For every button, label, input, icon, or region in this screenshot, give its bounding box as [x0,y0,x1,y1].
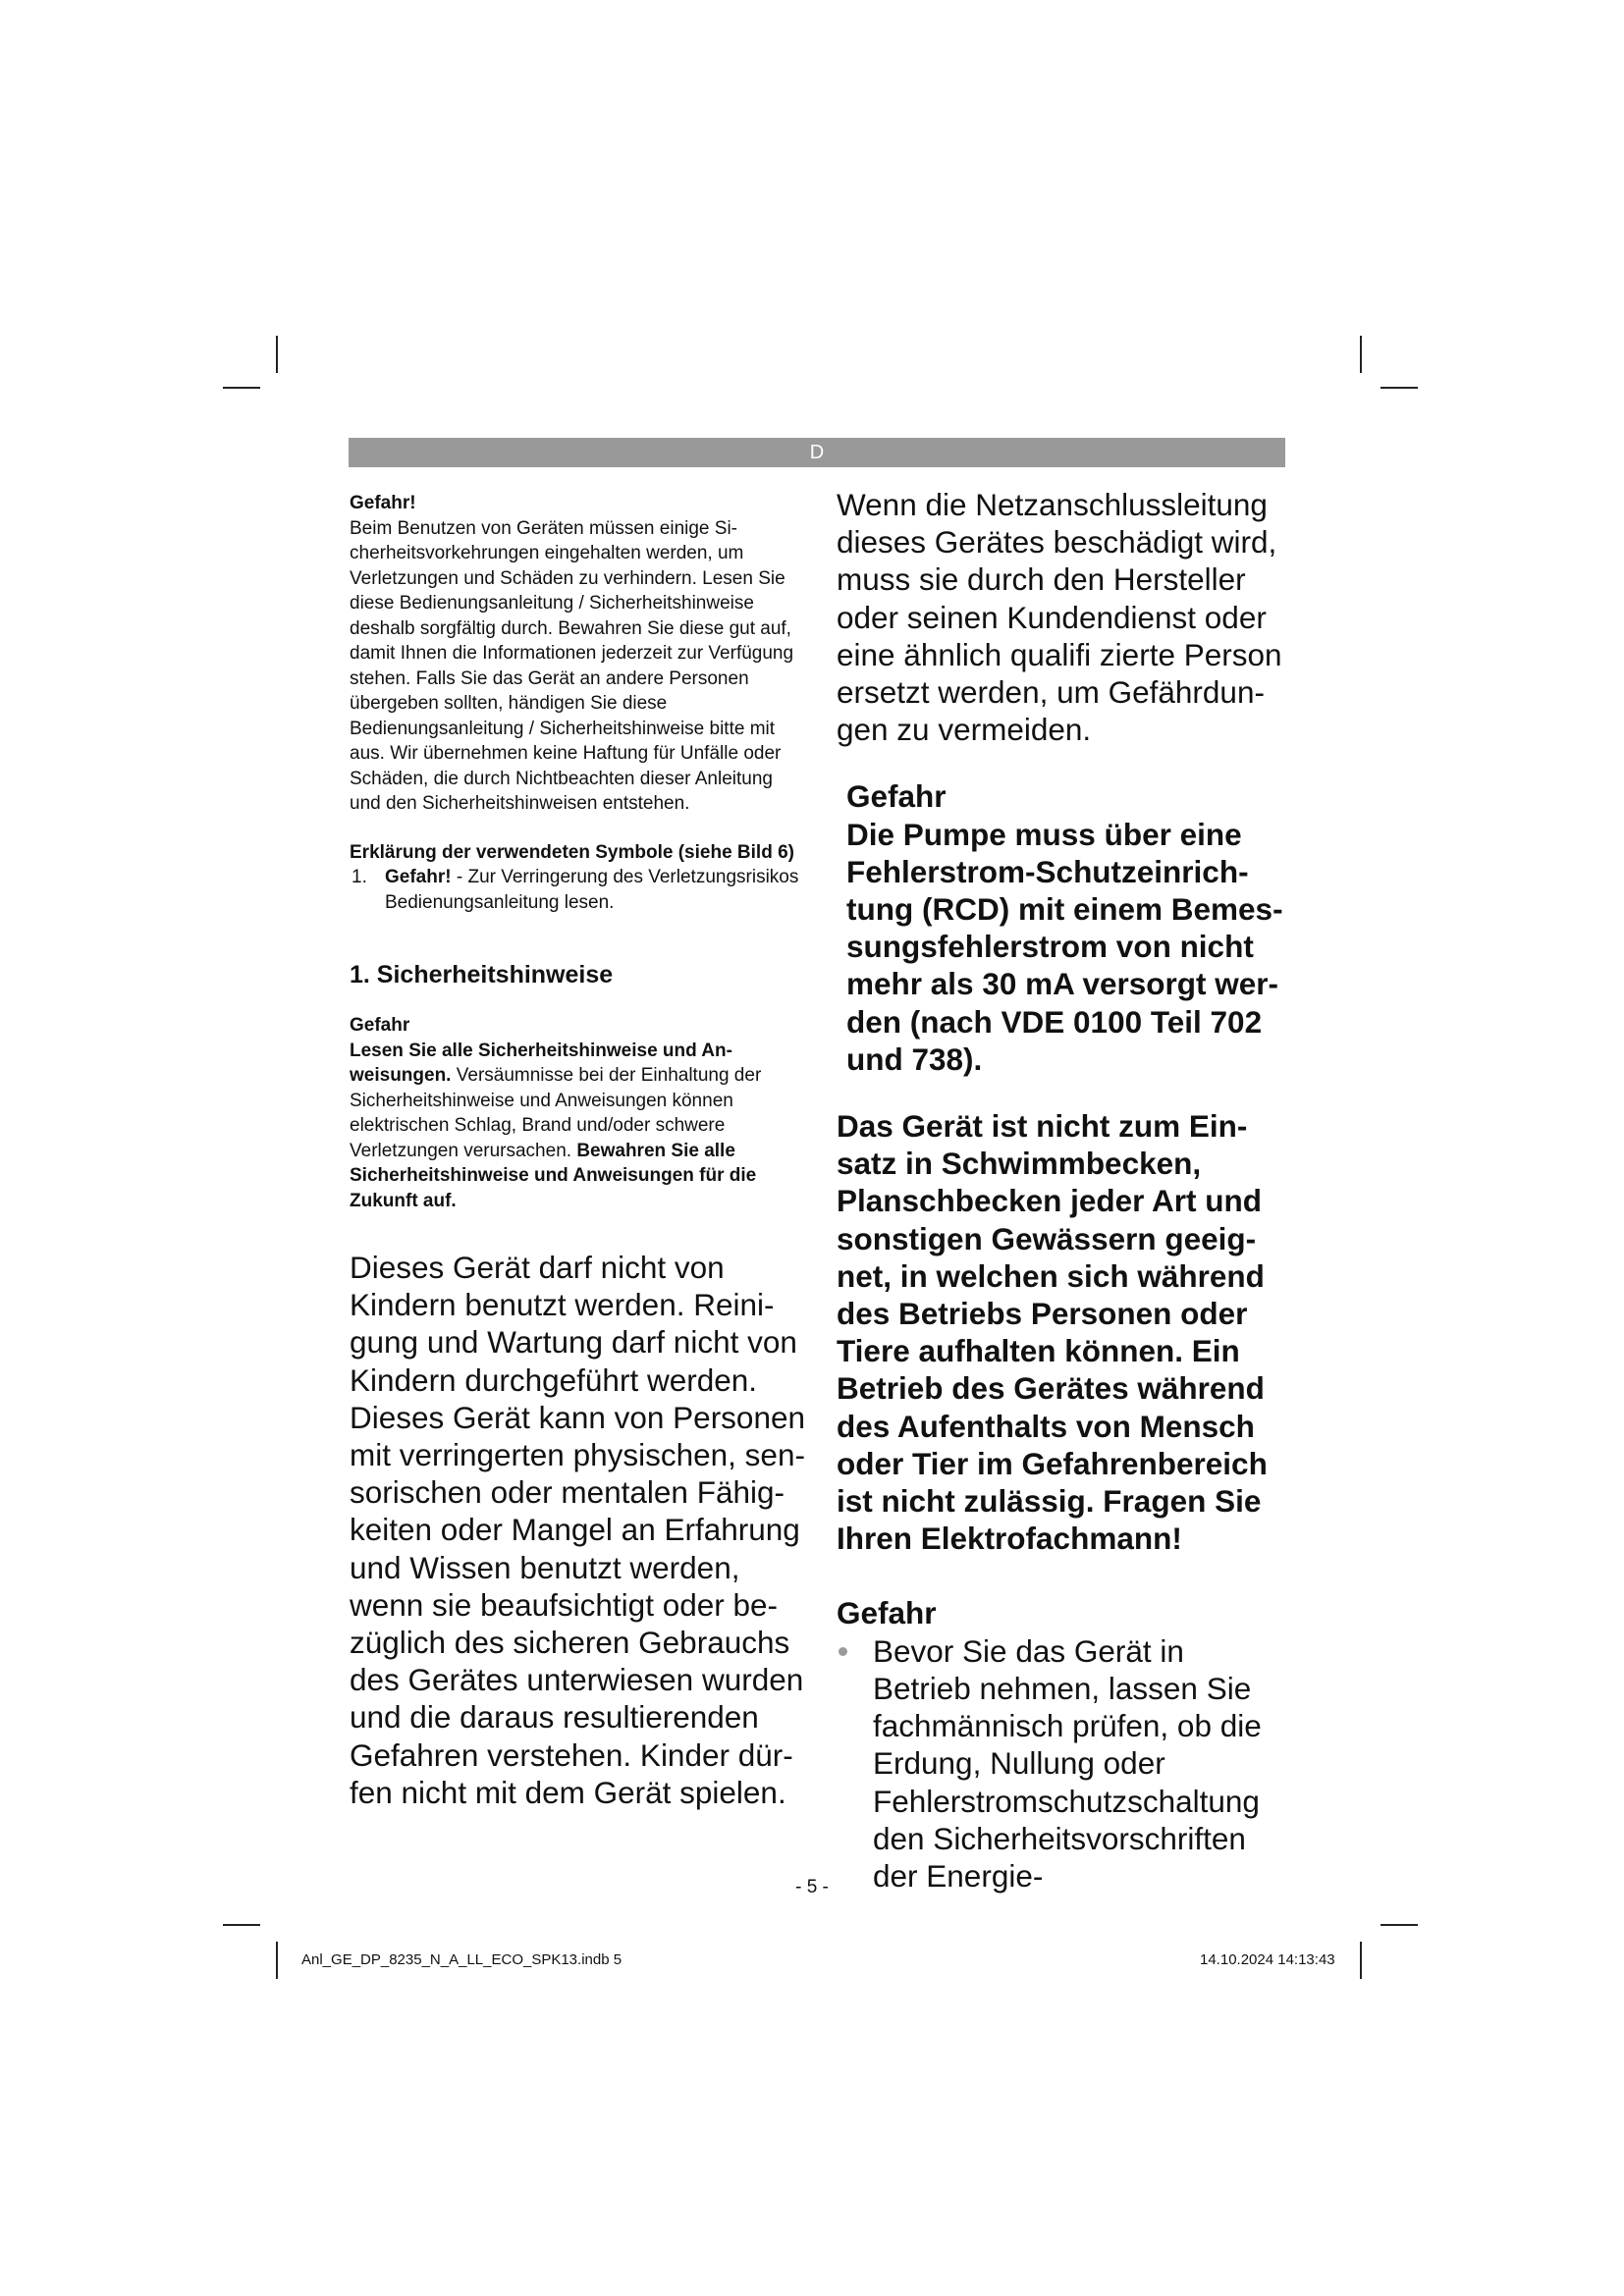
language-label: D [809,442,825,463]
crop-mark [1360,336,1362,373]
symbol-description: - Zur Verringerung des Verletzungsrisikos Bedienungsanleitung lesen. [385,867,799,913]
cable-paragraph: Wenn die Netzanschlussleitung dieses Gerätes beschädigt wird, muss sie durch den Hersteller oder seinen Kundendienst oder eine ähnlich qualifi zierte Person ersetzt werden, um Gefährdungen zu vermeiden. [837,487,1282,748]
section-title: 1. Sicherheitshinweise [350,961,614,988]
earth-title: Gefahr [837,1595,937,1631]
crop-mark [1360,1942,1362,1979]
warning-text: Versäumnisse bei der Einhaltung der Sicherheitshinweise und Anweisungen können elektrischen Schlag, Brand und/oder schwere Verletzungen verursachen. [350,1065,762,1161]
symbol-number: 1. [352,867,367,887]
symbol-label: Gefahr! [385,867,452,887]
left-column [350,491,805,1811]
footer-timestamp: 14.10.2024 14:13:43 [1200,1951,1335,1968]
language-header-bar [349,438,1285,467]
crop-mark [276,336,278,373]
crop-mark [1380,1924,1418,1926]
warning-label: Gefahr [350,1015,410,1036]
crop-mark [1380,387,1418,389]
symbols-heading: Erklärung der verwendeten Symbole (siehe Bild 6) [350,841,794,863]
crop-mark [223,387,260,389]
children-paragraph: Dieses Gerät darf nicht von Kindern benutzt werden. Reinigung und Wartung darf nicht von Kindern durchgeführt werden. Dieses Gerät kann von Personen mit verringerten physischen, sensorischen oder mentalen Fähigkeiten oder Mangel an Erfahrung und Wissen benutzt werden, wenn sie beaufsichtigt oder bezüglich des sicheren Gebrauchs des Gerätes unterwiesen wurden und die daraus resultierenden Gefahren verstehen. Kinder dürfen nicht mit dem Gerät spielen. [350,1250,806,1810]
pool-paragraph: Das Gerät ist nicht zum Einsatz in Schwimmbecken, Planschbecken jeder Art und sonstigen Gewässern geeignet, in welchen sich während des Betriebs Personen oder Tiere aufhalten können. Ein Betrieb des Gerätes während des Aufenthalts von Mensch oder Tier im Gefahrenbereich ist nicht zulässig. Fragen Sie Ihren Elektrofachmann! [837,1108,1268,1557]
page-number: - 5 - [795,1877,829,1897]
crop-mark [276,1942,278,1979]
warning-bold-tail: Bewahren Sie alle Sicherheitshinweise und Anweisungen für die Zukunft auf. [350,1140,757,1211]
crop-mark [223,1924,260,1926]
symbols-list [350,865,805,915]
danger-paragraph: Beim Benutzen von Geräten müssen einige Sicherheitsvorkehrungen eingehalten werden, um Verletzungen und Schäden zu verhindern. Lesen Sie diese Bedienungsanleitung / Sicherheitshinweise deshalb sorgfältig durch. Bewahren Sie diese gut auf, damit Ihnen die Informationen jederzeit zur Verfügung stehen. Falls Sie das Gerät an andere Personen übergeben sollten, händigen Sie diese Bedienungsanleitung / Sicherheitshinweise bitte mit aus. Wir übernehmen keine Haftung für Unfälle oder Schäden, die durch Nichtbeachten dieser Anleitung und den Sicherheitshinweisen entstehen. [350,517,794,814]
bullet-text: Bevor Sie das Gerät in Betrieb nehmen, lassen Sie fachmännisch prüfen, ob die Erdung, Nullung oder Fehlerstromschutzschaltung den Sicherheitsvorschriften der Energie- [873,1632,1262,1894]
warning-paragraph [350,1039,805,1214]
rcd-title: Gefahr [846,778,947,815]
footer-file-name: Anl_GE_DP_8235_N_A_LL_ECO_SPK13.indb 5 [301,1951,623,1968]
rcd-block [837,777,1290,1078]
right-column [837,486,1290,1895]
danger-title: Gefahr! [350,493,416,513]
rcd-paragraph: Die Pumpe muss über eine Fehlerstrom-Schutzeinrichtung (RCD) mit einem Bemessungsfehlerstrom von nicht mehr als 30 mA versorgt werden (nach VDE 0100 Teil 702 und 738). [846,816,1283,1077]
bullet-icon [839,1647,847,1656]
bullet-item [837,1632,1290,1895]
warning-bold-lead: Lesen Sie alle Sicherheitshinweise und Anweisungen. [350,1040,732,1086]
symbol-item [350,865,805,915]
